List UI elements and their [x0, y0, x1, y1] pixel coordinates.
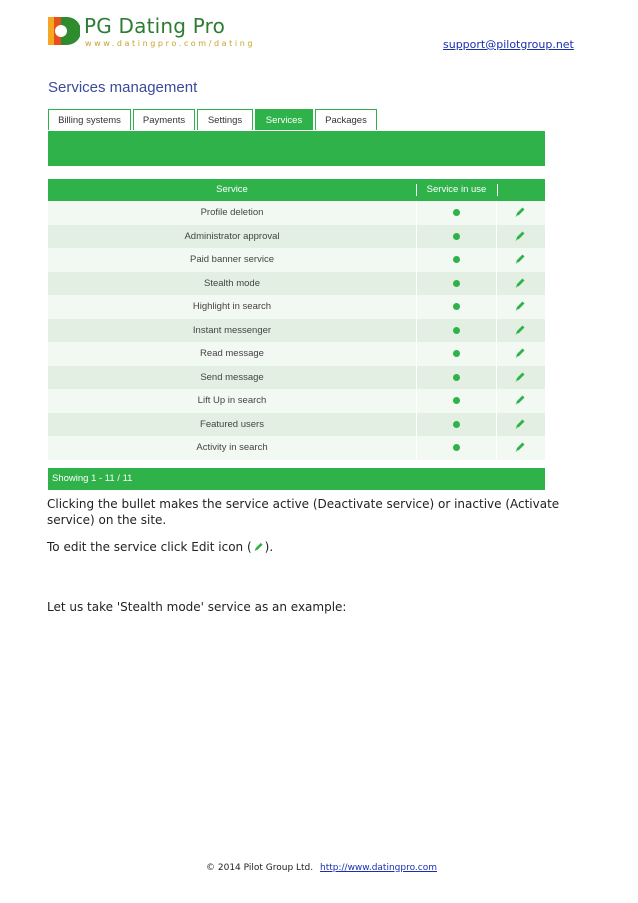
paragraph-bullet-explanation: Clicking the bullet makes the service active (Deactivate service) or inactive (Activate service) on the site.: [47, 497, 560, 527]
brand-subtitle: www.datingpro.com/dating: [85, 39, 256, 48]
service-name: Profile deletion: [200, 207, 264, 218]
paragraph-edit-instruction: [47, 539, 567, 555]
edit-instruction-text: To edit the service click Edit icon (: [47, 540, 252, 554]
service-name: Administrator approval: [184, 230, 280, 242]
column-header-in-use[interactable]: Service in use: [426, 184, 487, 195]
edit-cell: [497, 366, 545, 390]
service-name: Lift Up in search: [197, 395, 267, 406]
edit-cell: [497, 225, 545, 249]
edit-pencil-icon[interactable]: [514, 441, 526, 453]
edit-cell: [497, 436, 545, 460]
column-header-service[interactable]: Service: [216, 184, 248, 195]
table-row: [48, 389, 545, 413]
page-title: Services management: [48, 79, 198, 96]
tab-packages[interactable]: Packages: [315, 109, 377, 130]
edit-pencil-icon[interactable]: [514, 277, 526, 289]
edit-cell: [497, 295, 545, 319]
service-name: Paid banner service: [190, 254, 274, 265]
table-body: [48, 201, 545, 460]
edit-cell: [497, 342, 545, 366]
active-bullet-icon[interactable]: [453, 397, 460, 404]
active-bullet-icon[interactable]: [453, 256, 460, 263]
table-row: [48, 225, 545, 249]
active-bullet-icon[interactable]: [453, 303, 460, 310]
edit-pencil-icon[interactable]: [514, 300, 526, 312]
service-in-use-cell: [416, 342, 497, 366]
service-in-use-cell: [416, 319, 497, 343]
active-bullet-icon[interactable]: [453, 444, 460, 451]
paragraph-example-intro: Let us take 'Stealth mode' service as an example:: [47, 600, 347, 614]
service-name: Highlight in search: [192, 301, 272, 312]
service-name: Activity in search: [196, 442, 268, 453]
table-row: [48, 201, 545, 225]
service-in-use-cell: [416, 413, 497, 437]
brand-title: PG Dating Pro: [84, 14, 226, 38]
active-bullet-icon[interactable]: [453, 327, 460, 334]
edit-cell: [497, 389, 545, 413]
tab-billing-systems[interactable]: Billing systems: [48, 109, 131, 130]
service-name: Featured users: [200, 418, 264, 430]
active-bullet-icon[interactable]: [453, 350, 460, 357]
edit-instruction-text-end: ).: [264, 540, 274, 554]
edit-pencil-icon[interactable]: [514, 253, 526, 265]
table-row: [48, 272, 545, 296]
table-row: [48, 295, 545, 319]
table-row: [48, 342, 545, 366]
table-row: [48, 248, 545, 272]
edit-pencil-icon[interactable]: [514, 347, 526, 359]
tab-settings[interactable]: Settings: [197, 109, 253, 130]
service-in-use-cell: [416, 295, 497, 319]
table-row: [48, 366, 545, 390]
service-name: Read message: [200, 348, 264, 359]
edit-cell: [497, 272, 545, 296]
table-header: [48, 179, 545, 201]
active-bullet-icon[interactable]: [453, 209, 460, 216]
brand-logo: [44, 13, 256, 49]
edit-cell: [497, 319, 545, 343]
support-email-link[interactable]: support@pilotgroup.net: [443, 38, 574, 51]
service-in-use-cell: [416, 225, 497, 249]
service-in-use-cell: [416, 436, 497, 460]
edit-pencil-icon[interactable]: [514, 418, 526, 430]
service-name: Instant messenger: [192, 324, 272, 336]
tab-content-bar: [48, 131, 545, 166]
table-row: [48, 319, 545, 343]
active-bullet-icon[interactable]: [453, 233, 460, 240]
service-in-use-cell: [416, 389, 497, 413]
edit-pencil-icon[interactable]: [514, 324, 526, 336]
logo-mark-icon: [44, 13, 80, 49]
edit-cell: [497, 413, 545, 437]
service-name: Stealth mode: [204, 277, 260, 289]
edit-pencil-icon[interactable]: [514, 206, 526, 218]
table-footer: Showing 1 - 11 / 11: [48, 468, 545, 490]
table-row: [48, 436, 545, 460]
edit-pencil-icon[interactable]: [514, 230, 526, 242]
active-bullet-icon[interactable]: [453, 280, 460, 287]
table-row: [48, 413, 545, 437]
footer-website-link[interactable]: http://www.datingpro.com: [320, 863, 438, 873]
edit-pencil-icon[interactable]: [514, 371, 526, 383]
services-table: [48, 179, 545, 490]
active-bullet-icon[interactable]: [453, 421, 460, 428]
active-bullet-icon[interactable]: [453, 374, 460, 381]
pencil-icon: [253, 541, 264, 553]
edit-cell: [497, 248, 545, 272]
service-in-use-cell: [416, 272, 497, 296]
service-in-use-cell: [416, 248, 497, 272]
tab-payments[interactable]: Payments: [133, 109, 195, 130]
service-name: Send message: [200, 371, 264, 383]
edit-cell: [497, 201, 545, 225]
service-in-use-cell: [416, 366, 497, 390]
footer-copyright: © 2014 Pilot Group Ltd.: [206, 863, 314, 873]
edit-pencil-icon[interactable]: [514, 394, 526, 406]
service-in-use-cell: [416, 201, 497, 225]
tab-services[interactable]: Services: [255, 109, 313, 130]
column-divider: [497, 184, 498, 196]
